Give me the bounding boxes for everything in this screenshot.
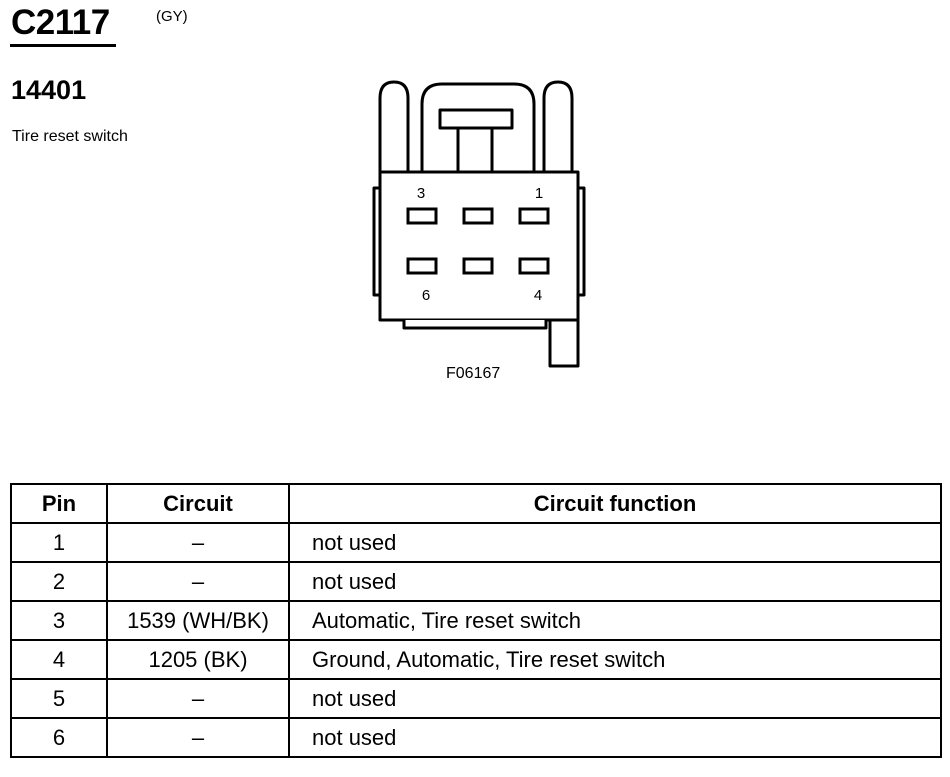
cell-pin: 1: [11, 523, 107, 562]
pin-label-3: 3: [416, 185, 426, 202]
left-latch: [380, 82, 408, 172]
terminal-tab: [550, 320, 578, 366]
figure-id: F06167: [446, 365, 501, 382]
color-code: (GY): [156, 8, 188, 25]
pin-label-4: 4: [533, 287, 543, 304]
cell-function: not used: [289, 523, 941, 562]
cell-function: not used: [289, 562, 941, 601]
cell-circuit: –: [107, 679, 289, 718]
connector-body: [380, 172, 578, 320]
table-row: [11, 562, 941, 601]
connector-description: Tire reset switch: [12, 128, 128, 145]
lock-stem: [458, 128, 492, 172]
cavity-pin-5: [464, 259, 492, 273]
cavity-pin-6: [408, 259, 436, 273]
cell-function: not used: [289, 718, 941, 757]
cavity-pin-4: [520, 259, 548, 273]
cavity-pin-2: [464, 209, 492, 223]
right-latch: [544, 82, 572, 172]
cell-function: not used: [289, 679, 941, 718]
cavity-pin-1: [520, 209, 548, 223]
bottom-rail: [404, 320, 546, 328]
connector-face-diagram: [360, 70, 600, 390]
cell-circuit: –: [107, 562, 289, 601]
header-pin: Pin: [11, 484, 107, 523]
table-header-row: [11, 484, 941, 523]
pinout-table: [10, 483, 942, 758]
table-row: [11, 718, 941, 757]
cell-pin: 2: [11, 562, 107, 601]
connector-id-underline: [10, 44, 116, 47]
cell-pin: 6: [11, 718, 107, 757]
lock-tab-bar: [440, 110, 512, 128]
table-row: [11, 601, 941, 640]
pin-label-6: 6: [421, 287, 431, 304]
part-number: 14401: [11, 75, 87, 105]
cell-circuit: 1539 (WH/BK): [107, 601, 289, 640]
cell-circuit: –: [107, 718, 289, 757]
cavity-pin-3: [408, 209, 436, 223]
cell-pin: 4: [11, 640, 107, 679]
header-circuit: Circuit: [107, 484, 289, 523]
cell-pin: 3: [11, 601, 107, 640]
table-row: [11, 523, 941, 562]
cell-circuit: 1205 (BK): [107, 640, 289, 679]
cell-circuit: –: [107, 523, 289, 562]
header-circuit-function: Circuit function: [289, 484, 941, 523]
cell-pin: 5: [11, 679, 107, 718]
connector-id: C2117: [11, 3, 110, 42]
table-row: [11, 679, 941, 718]
cell-function: Automatic, Tire reset switch: [289, 601, 941, 640]
table-row: [11, 640, 941, 679]
pin-label-1: 1: [534, 185, 544, 202]
cell-function: Ground, Automatic, Tire reset switch: [289, 640, 941, 679]
